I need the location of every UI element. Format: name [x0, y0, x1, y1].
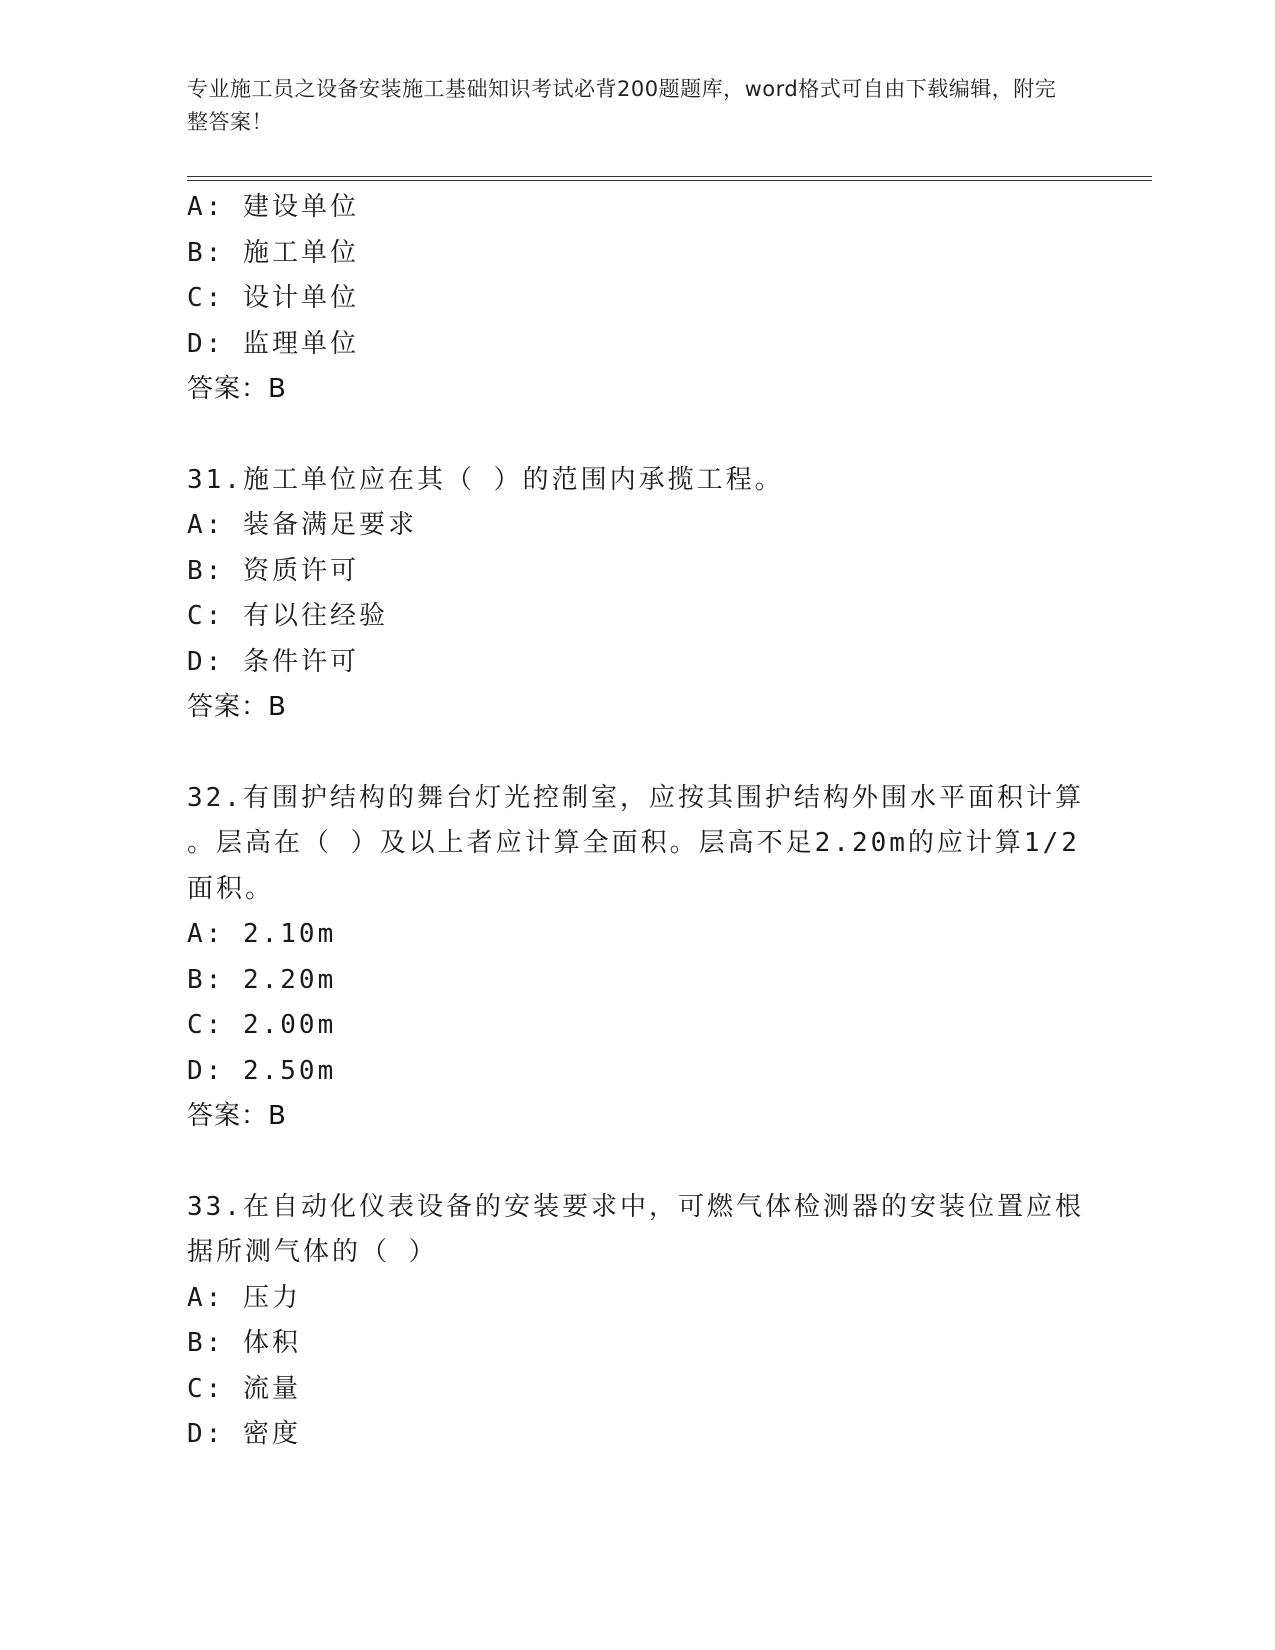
- option-c: C: 有以往经验: [187, 601, 388, 631]
- option-d: D: 密度: [187, 1419, 301, 1449]
- header-divider: [187, 176, 1152, 181]
- question-text-line-1: 32.有围护结构的舞台灯光控制室，应按其围护结构外围水平面积计算: [187, 782, 1084, 813]
- option-b: B: 施工单位: [187, 237, 359, 268]
- option-d: D: 监理单位: [187, 328, 359, 359]
- option-a: A: 建设单位: [187, 192, 359, 222]
- question-list: [187, 185, 1087, 1458]
- option-c: C: 2.00m: [187, 1010, 337, 1040]
- question-block: [187, 1185, 1087, 1458]
- option-b: B: 2.20m: [187, 964, 337, 995]
- option-d: D: 2.50m: [187, 1055, 337, 1086]
- option-d: D: 条件许可: [187, 646, 359, 677]
- question-text-line-3: 面积。: [187, 873, 275, 904]
- question-text: 31.施工单位应在其（ ）的范围内承揽工程。: [187, 464, 784, 495]
- option-b: B: 资质许可: [187, 555, 359, 586]
- answer-label: 答案：B: [187, 1101, 287, 1131]
- question-text-line-1: 33.在自动化仪表设备的安装要求中，可燃气体检测器的安装位置应根: [187, 1191, 1084, 1222]
- option-c: C: 设计单位: [187, 283, 359, 313]
- option-a: A: 2.10m: [187, 919, 337, 949]
- question-text-line-2: 据所测气体的（ ）: [187, 1237, 438, 1267]
- question-block: [187, 776, 1087, 1140]
- answer-label: 答案：B: [187, 692, 287, 722]
- option-c: C: 流量: [187, 1373, 301, 1404]
- question-block: [187, 185, 1087, 413]
- document-page: [187, 0, 1152, 1650]
- option-b: B: 体积: [187, 1328, 301, 1358]
- option-a: A: 装备满足要求: [187, 510, 417, 540]
- question-block: [187, 458, 1087, 731]
- option-a: A: 压力: [187, 1282, 301, 1313]
- answer-label: 答案：B: [187, 374, 287, 404]
- document-header: 专业施工员之设备安装施工基础知识考试必背200题题库，word格式可自由下载编辑，附完整答案！: [187, 77, 1057, 134]
- question-text-line-2: 。层高在（ ）及以上者应计算全面积。层高不足2.20m的应计算1/2: [187, 828, 1080, 858]
